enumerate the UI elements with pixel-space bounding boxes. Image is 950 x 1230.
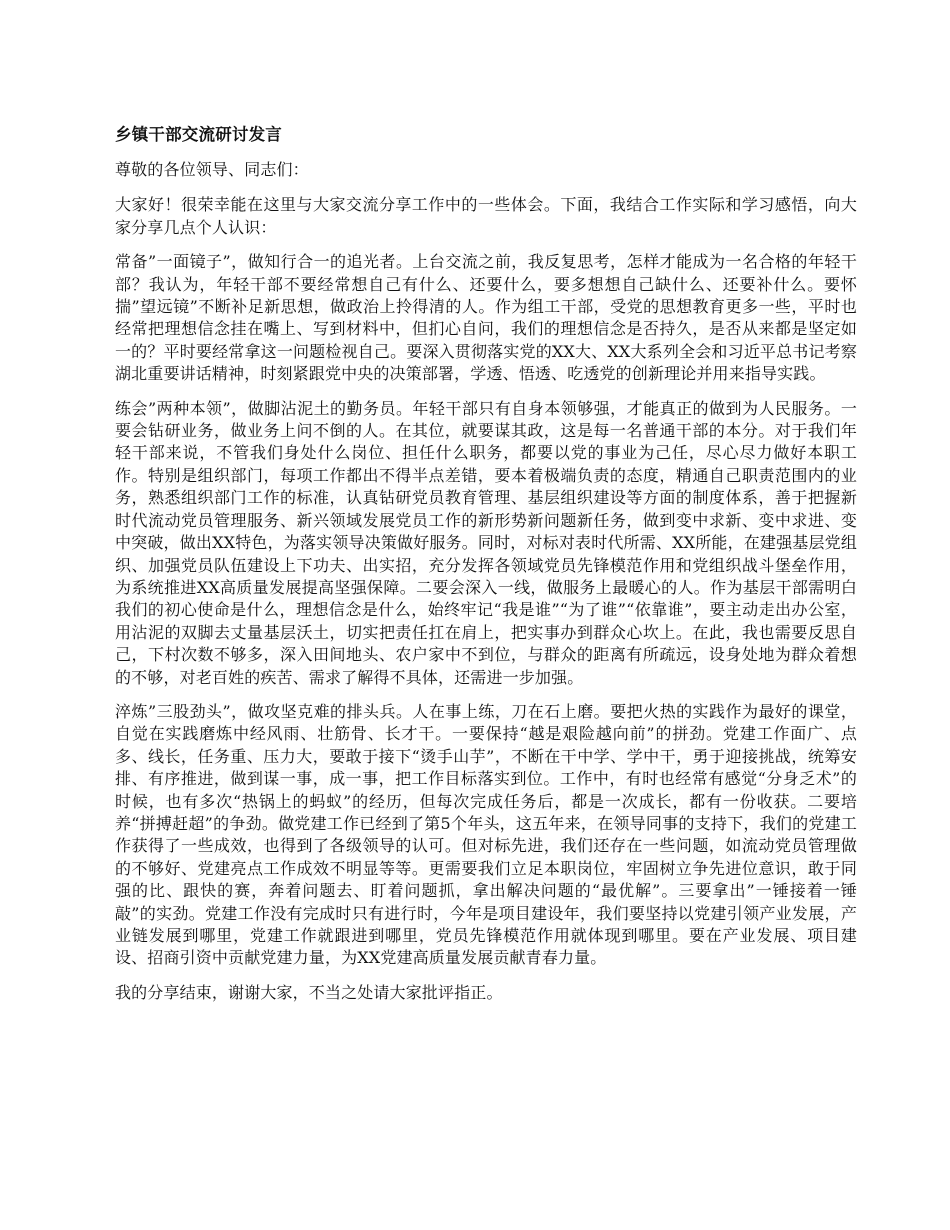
paragraph-closing: 我的分享结束，谢谢大家，不当之处请大家批评指正。	[115, 982, 503, 1002]
document-title: 乡镇干部交流研讨发言	[115, 125, 282, 144]
greeting: 尊敬的各位领导、同志们：	[115, 160, 309, 179]
paragraph-mirror: 常备”一面镜子”，做知行合一的追光者。上台交流之前，我反复思考，怎样才能成为一名合格的年轻干部？我认为，年轻干部不要经常想自己有什么、还要什么，要多想想自己缺什么、还要补什么。要怀揣”望远镜”不断补足新思想，做政治上拎得清的人。作为组工干部，受党的思想教育更多一些，平时也经常把理想信念挂在嘴上、写到材料中，但扪心自问，我们的理想信念是否持久，是否从来都是坚定如一的？平时要经常拿这一问题检视自己。要深入贯彻落实党的XX大、XX大系列全会和习近平总书记考察湖北重要讲话精神，时刻紧跟党中央的决策部署，学透、悟透、吃透党的创新理论并用来指导实践。	[115, 252, 857, 384]
paragraph-three-drives: 淬炼”三股劲头”，做攻坚克难的排头兵。人在事上练，刀在石上磨。要把火热的实践作为最好的课堂，自觉在实践磨炼中经风雨、壮筋骨、长才干。一要保持“越是艰险越向前”的拼劲。党建工作面广、点多、线长，任务重、压力大，要敢于接下“烫手山芋”，不断在干中学、学中干，勇于迎接挑战，统筹安排、有序推进，做到谋一事，成一事，把工作目标落实到位。工作中，有时也经常有感觉“分身乏术”的时候，也有多次“热锅上的蚂蚁”的经历，但每次完成任务后，都是一次成长，都有一份收获。二要培养“拼搏赶超”的争劲。做党建工作已经到了第5个年头，这五年来，在领导同事的支持下，我们的党建工作获得了一些成效，也得到了各级领导的认可。但对标先进，我们还存在一些问题，如流动党员管理做的不够好、党建亮点工作成效不明显等等。更需要我们立足本职岗位，牢固树立争先进位意识，敢于同强的比、跟快的赛，奔着问题去、盯着问题抓，拿出解决问题的“最优解”。三要拿出”一锤接着一锤敲”的实劲。党建工作没有完成时只有进行时，今年是项目建设年，我们要坚持以党建引领产业发展，产业链发展到哪里，党建工作就跟进到哪里，党员先锋模范作用就体现到哪里。要在产业发展、项目建设、招商引资中贡献党建力量，为XX党建高质量发展贡献青春力量。	[115, 701, 857, 968]
paragraph-two-skills: 练会”两种本领”，做脚沾泥土的勤务员。年轻干部只有自身本领够强，才能真正的做到为人民服务。一要会钻研业务，做业务上问不倒的人。在其位，就要谋其政，这是每一名普通干部的本分。对于我们年轻干部来说，不管我们身处什么岗位、担任什么职务，都要以党的事业为己任，尽心尽力做好本职工作。特别是组织部门，每项工作都出不得半点差错，要本着极端负责的态度，精通自己职责范围内的业务，熟悉组织部门工作的标准，认真钻研党员教育管理、基层组织建设等方面的制度体系，善于把握新时代流动党员管理服务、新兴领域发展党员工作的新形势新问题新任务，做到变中求新、变中求进、变中突破，做出XX特色，为落实领导决策做好服务。同时，对标对表时代所需、XX所能，在建强基层党组织、加强党员队伍建设上下功夫、出实招，充分发挥各领域党员先锋模范作用和党组织战斗堡垒作用，为系统推进XX高质量发展提高坚强保障。二要会深入一线，做服务上最暖心的人。作为基层干部需明白我们的初心使命是什么，理想信念是什么，始终牢记“我是谁”“为了谁”“依靠谁”，要主动走出办公室，用沾泥的双脚去丈量基层沃土，切实把责任扛在肩上，把实事办到群众心坎上。在此，我也需要反思自己，下村次数不够多，深入田间地头、农户家中不到位，与群众的距离有所疏远，设身处地为群众着想的不够，对老百姓的疾苦、需求了解得不具体，还需进一步加强。	[115, 398, 857, 687]
paragraph-intro: 大家好！很荣幸能在这里与大家交流分享工作中的一些体会。下面，我结合工作实际和学习感悟，向大家分享几点个人认识：	[115, 195, 857, 237]
document-page	[115, 124, 857, 1016]
